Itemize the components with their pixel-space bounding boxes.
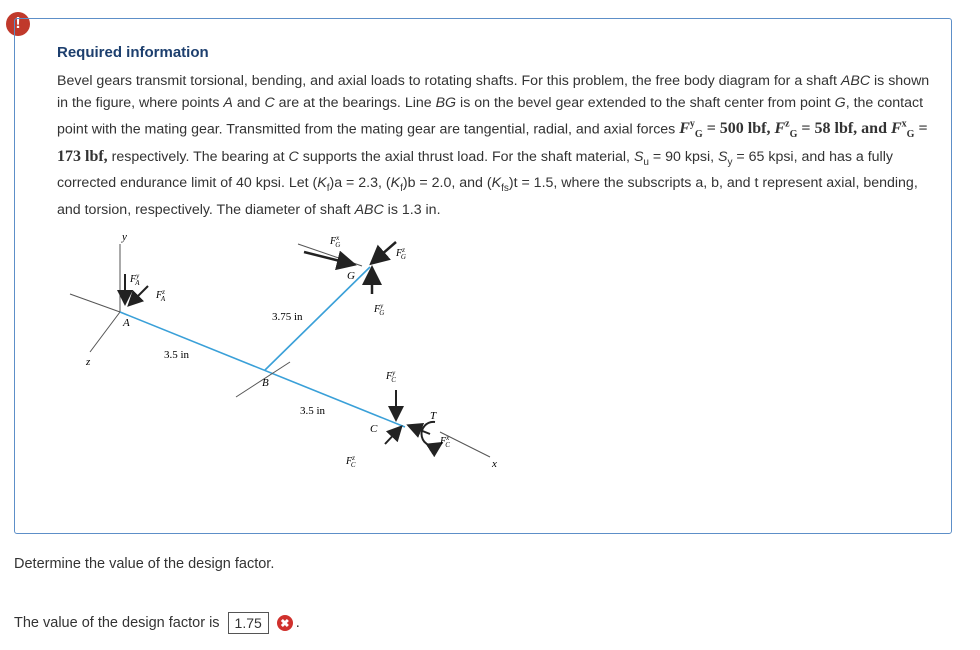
label-fc-x: $F^x$ C (440, 434, 450, 449)
answer-row (14, 612, 300, 634)
gear-edge-line (298, 244, 362, 266)
fc-z-arrow (385, 428, 400, 444)
force-fg-y: $F^y_G = 500$ lbf, (679, 119, 775, 141)
fg-z-arrow (373, 242, 396, 262)
dim-bc: 3.5 in (300, 405, 326, 417)
dim-ab: 3.5 in (164, 349, 190, 361)
label-fg-x: $F^x$ G (330, 234, 341, 249)
label-fg-z: $F^z$ G (396, 246, 406, 261)
required-information-title: Required information (57, 44, 209, 61)
exclamation-icon: ! (6, 12, 30, 36)
x-axis-extension (70, 294, 120, 312)
force-fg-x: $F^x_G = 173$ lbf, (57, 119, 928, 166)
fc-x-arrow (410, 426, 430, 434)
design-factor-input[interactable]: 1.75 (228, 612, 269, 634)
dim-bg: 3.75 in (272, 311, 303, 323)
label-fg-y: $F^y$ G (374, 302, 385, 317)
question-text: Determine the value of the design factor. (14, 556, 275, 572)
label-b: B (262, 377, 269, 389)
free-body-diagram (60, 222, 520, 482)
fa-z-arrow (130, 286, 148, 304)
problem-statement: Bevel gears transmit torsional, bending, and axial loads to rotating shafts. For this problem, the free body diagram for a shaft ABC is shown in the figure, where points A and C are at the bearings. Line BG is on the bevel gear extended to the shaft center from point G, the contact point with the mating gear. Transmitted from the mating gear are tangential, radial, and axial forces $F^y_G = 500$ lbf, $F^z_G = 58$ lbf, and $F^x_G = 173$ lbf, respectively. The bearing at C supports the axial thrust load. For the shaft material, $S_u = 90$ kpsi, $S_y = 65$ kpsi, and has a fully corrected endurance limit of 40 kpsi. Let $(K_f)a = 2.3$, $(K_f)b = 2.0$, and $(K_{fs})t = 1.5$, where the subscripts a, b, and t represent axial, bending, and torsion, respectively. The diameter of shaft ABC is 1.3 in. (57, 73, 930, 218)
label-fc-z: $F^z$ C (346, 454, 356, 469)
label-g: G (347, 270, 355, 282)
label-c: C (370, 423, 378, 435)
shaft-abc (120, 312, 405, 427)
force-fg-z: $F^z_G = 58$ lbf, and (774, 119, 891, 141)
label-a: A (123, 317, 130, 329)
label-y: y (122, 231, 127, 243)
z-axis (90, 312, 120, 352)
incorrect-x-icon: ✖ (277, 615, 293, 631)
answer-period: . (295, 615, 300, 631)
label-t: T (430, 410, 437, 422)
label-fa-z: $F^z$ A (156, 288, 166, 303)
label-fc-y: $F^y$ C (386, 369, 396, 384)
torque-arc (422, 422, 440, 446)
label-fa-y: $F^y$ A (130, 272, 140, 287)
label-x: x (492, 458, 497, 470)
answer-label: The value of the design factor is (14, 615, 220, 631)
label-z: z (86, 356, 91, 368)
